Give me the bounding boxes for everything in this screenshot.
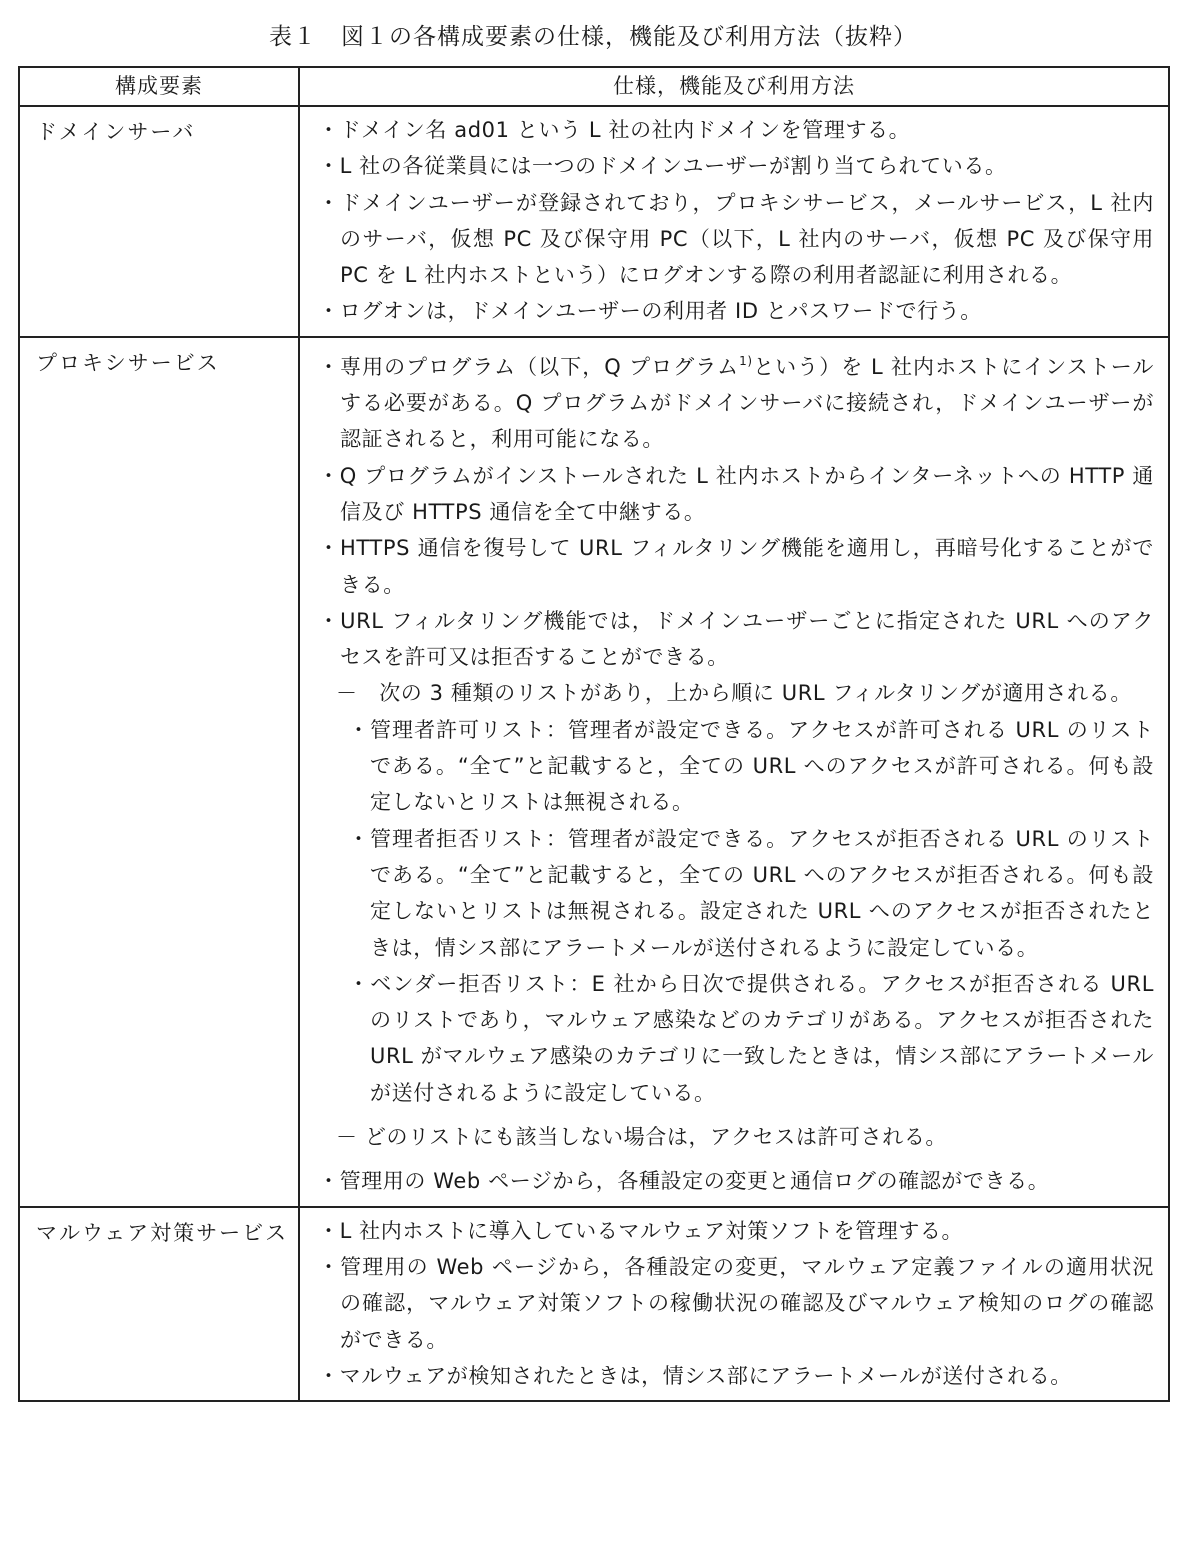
component-cell: プロキシサービス [19,337,299,1207]
list-item: ・管理用の Web ページから，各種設定の変更，マルウェア定義ファイルの適用状況の確認，マルウェア対策ソフトの稼働状況の確認及びマルウェア検知のログの確認ができる。 [318,1254,1154,1352]
dash-item: － どのリストにも該当しない場合は，アクセスは許可される。 [336,1125,948,1150]
list-item: ・ドメイン名 ad01 という L 社の社内ドメインを管理する。 [318,118,911,142]
sub-list-item: ・管理者許可リスト：管理者が設定できる。アクセスが許可される URL のリストである。“全て”と記載すると，全ての URL へのアクセスが許可される。何も設定しないとリストは無視される。 [348,717,1154,815]
spec-table [18,66,1170,1402]
list-item: ・HTTPS 通信を復号して URL フィルタリング機能を適用し，再暗号化することができる。 [318,536,1154,597]
table-row [19,1207,1169,1401]
list-item: ・L 社内ホストに導入しているマルウェア対策ソフトを管理する。 [318,1218,964,1243]
item-text: ・専用のプログラム（以下，Q プログラム [318,354,740,379]
component-cell: マルウェア対策サービス [19,1207,299,1401]
list-item: ・URL フィルタリング機能では，ドメインユーザーごとに指定された URL へのアクセスを許可又は拒否することができる。 [318,608,1154,670]
spec-cell [299,1207,1169,1401]
table-row [19,106,1169,337]
list-item: ・Q プログラムがインストールされた L 社内ホストからインターネットへの HTTP 通信及び HTTPS 通信を全て中継する。 [318,463,1154,524]
list-item [318,343,1154,458]
header-component: 構成要素 [19,67,299,106]
table-row [19,337,1169,1207]
list-item: ・ログオンは，ドメインユーザーの利用者 ID とパスワードで行う。 [318,299,982,324]
item-text: という）を L 社内ホストにインストールする必要がある。Q プログラムがドメインサーバに接続され，ドメインユーザーが認証されると，利用可能になる。 [340,354,1154,452]
spec-cell [299,106,1169,337]
header-spec: 仕様，機能及び利用方法 [299,67,1169,106]
sub-list-item: ・ベンダー拒否リスト：E 社から日次で提供される。アクセスが拒否される URL のリストであり，マルウェア感染などのカテゴリがある。アクセスが拒否された URL がマルウェア感染のカテゴリに一致したときは，情シス部にアラートメールが送付されるように設定している。 [348,971,1154,1105]
component-cell: ドメインサーバ [19,106,299,337]
table-caption: 表１ 図１の各構成要素の仕様，機能及び利用方法（抜粋） [269,24,917,50]
sub-list-item: ・管理者拒否リスト：管理者が設定できる。アクセスが拒否される URL のリストである。“全て”と記載すると，全ての URL へのアクセスが拒否される。何も設定しないとリストは無視される。設定された URL へのアクセスが拒否されたときは，情シス部にアラートメールが送付されるように設定している。 [348,826,1154,960]
table-header-row [19,67,1169,106]
list-item: ・マルウェアが検知されたときは，情シス部にアラートメールが送付される。 [318,1363,1072,1388]
footnote-marker: 1) [739,353,753,368]
dash-item: － 次の 3 種類のリストがあり，上から順に URL フィルタリングが適用される。 [336,681,1132,706]
list-item: ・ドメインユーザーが登録されており，プロキシサービス，メールサービス，L 社内のサーバ，仮想 PC 及び保守用 PC（以下，L 社内のサーバ，仮想 PC 及び保守用 PC を L 社内ホストという）にログオンする際の利用者認証に利用される。 [318,190,1154,288]
list-item: ・L 社の各従業員には一つのドメインユーザーが割り当てられている。 [318,154,1007,179]
spec-cell [299,337,1169,1207]
list-item: ・管理用の Web ページから，各種設定の変更と通信ログの確認ができる。 [318,1169,1050,1194]
